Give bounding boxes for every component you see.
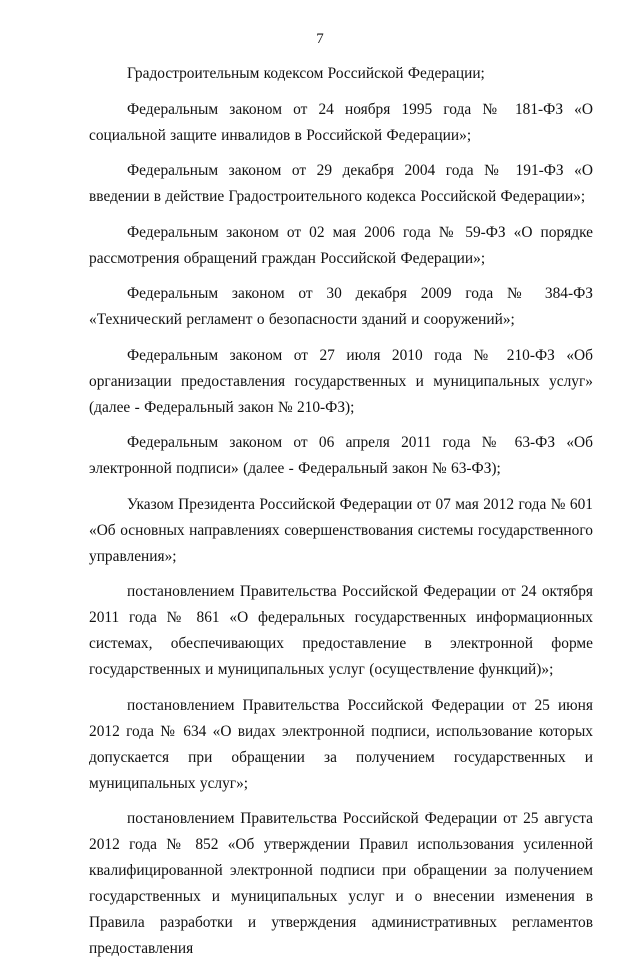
legal-basis-item: Федеральным законом от 27 июля 2010 года № 210-ФЗ «Об организации предоставления государственных и муниципальных услуг» (далее - Федеральный закон № 210-ФЗ);	[89, 346, 593, 416]
document-body	[89, 61, 593, 962]
legal-basis-item: Федеральным законом от 24 ноября 1995 года № 181-ФЗ «О социальной защите инвалидов в Российской Федерации»;	[89, 100, 593, 144]
legal-basis-item: постановлением Правительства Российской Федерации от 25 июня 2012 года № 634 «О видах электронной подписи, использование которых допускается при обращении за получением государственных и муниципальных услуг»;	[89, 696, 593, 792]
legal-basis-item: Федеральным законом от 30 декабря 2009 года № 384-ФЗ «Технический регламент о безопасности зданий и сооружений»;	[89, 285, 593, 328]
page-number: 7	[316, 31, 324, 47]
legal-basis-item: Федеральным законом от 29 декабря 2004 года № 191-ФЗ «О введении в действие Градостроительного кодекса Российской Федерации»;	[89, 162, 593, 205]
legal-basis-item: постановлением Правительства Российской Федерации от 25 августа 2012 года № 852 «Об утверждении Правил использования усиленной квалифицированной электронной подписи при обращении за получением государственных и муниципальных услуг и о внесении изменения в Правила разработки и утверждения административных регламентов предоставления	[89, 810, 593, 957]
legal-basis-item: Указом Президента Российской Федерации от 07 мая 2012 года № 601 «Об основных направлениях совершенствования системы государственного управления»;	[89, 495, 593, 565]
legal-basis-item: Федеральным законом от 02 мая 2006 года № 59-ФЗ «О порядке рассмотрения обращений граждан Российской Федерации»;	[89, 223, 593, 267]
legal-basis-item: постановлением Правительства Российской Федерации от 24 октября 2011 года № 861 «О федеральных государственных информационных системах, обеспечивающих предоставление в электронной форме государственных и муниципальных услуг (осуществление функций)»;	[89, 583, 593, 678]
legal-basis-item: Градостроительным кодексом Российской Федерации;	[127, 65, 485, 82]
legal-basis-item: Федеральным законом от 06 апреля 2011 года № 63-ФЗ «Об электронной подписи» (далее - Федеральный закон № 63-ФЗ);	[89, 434, 593, 477]
